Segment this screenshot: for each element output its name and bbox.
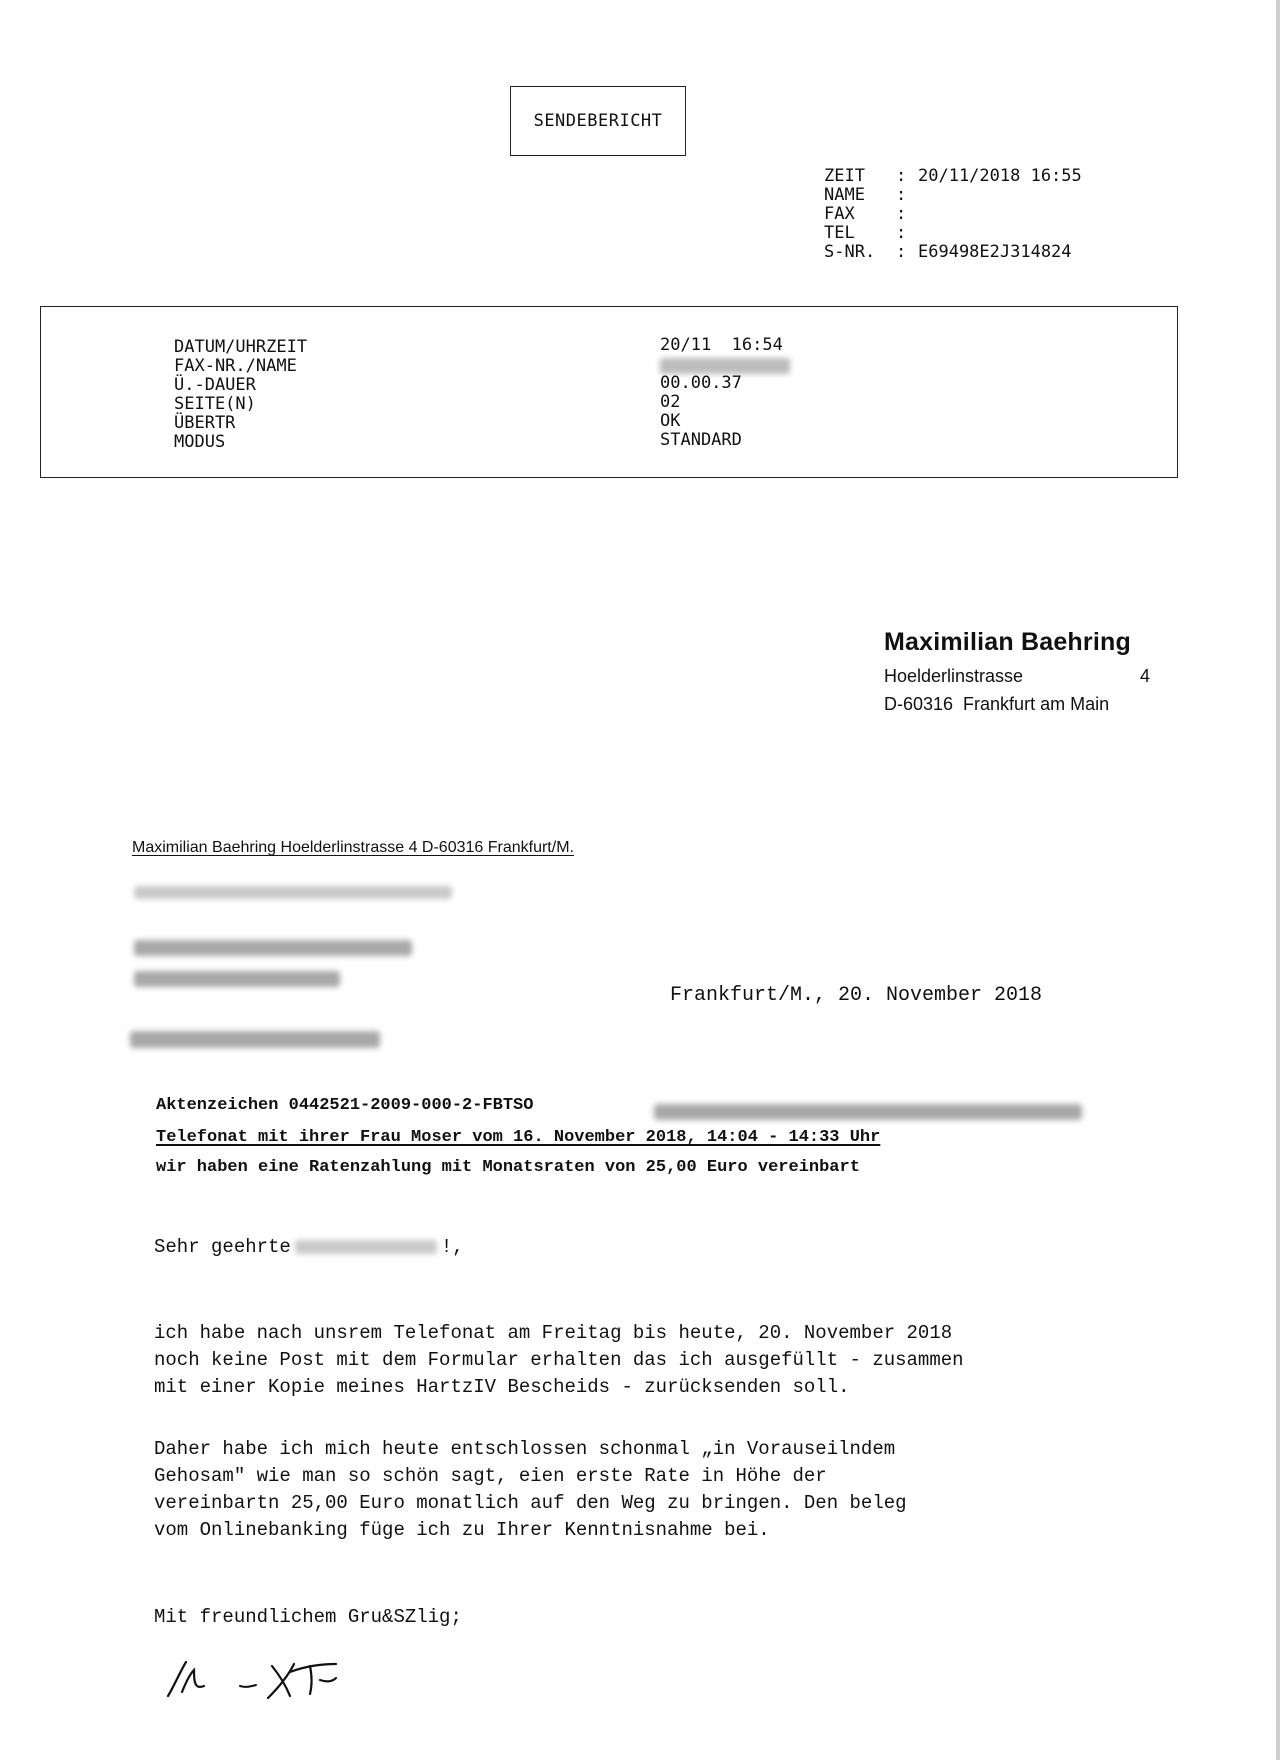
report-label: FAX-NR./NAME (174, 356, 297, 376)
paragraph-line: vom Onlinebanking füge ich zu Ihrer Kenntnisnahme bei. (154, 1519, 770, 1541)
paragraph-line: vereinbartn 25,00 Euro monatlich auf den Weg zu bringen. Den beleg (154, 1492, 907, 1514)
report-value-duration: 00.00.37 (660, 373, 742, 393)
paragraph-line: ich habe nach unsrem Telefonat am Freitag bis heute, 20. November 2018 (154, 1322, 953, 1344)
date-line: Frankfurt/M., 20. November 2018 (670, 984, 1043, 1007)
paragraph-2 (154, 1436, 907, 1544)
paragraph-1 (154, 1320, 964, 1401)
header-row-name (824, 186, 918, 205)
report-label: ÜBERTR (174, 413, 236, 433)
header-value: 20/11/2018 16:55 (918, 166, 1082, 186)
header-sep: : (896, 242, 907, 262)
report-value-result: OK (660, 411, 681, 431)
report-value-pages: 02 (660, 392, 681, 412)
handwritten-signature (160, 1652, 380, 1712)
header-value: E69498E2J314824 (918, 242, 1072, 262)
header-sep: : (896, 223, 907, 243)
paragraph-line: Gehosam" wie man so schön sagt, eien erste Rate in Höhe der (154, 1465, 827, 1487)
salutation-end: !, (440, 1236, 464, 1258)
paragraph-line: mit einer Kopie meines HartzIV Bescheids - zurücksenden soll. (154, 1376, 850, 1398)
report-label: DATUM/UHRZEIT (174, 337, 308, 357)
subject-line-3: wir haben eine Ratenzahlung mit Monatsraten von 25,00 Euro vereinbart (156, 1158, 860, 1177)
salutation (154, 1234, 464, 1261)
header-sep: : (896, 185, 907, 205)
redacted-subject-text (654, 1104, 1082, 1120)
redacted-recipient-city (130, 1031, 380, 1048)
return-address-line: Maximilian Baehring Hoelderlinstrasse 4 D-60316 Frankfurt/M. (132, 839, 574, 856)
header-sep: : (896, 166, 907, 186)
header-key: NAME (824, 185, 865, 205)
report-label: Ü.-DAUER (174, 375, 256, 395)
paragraph-line: noch keine Post mit dem Formular erhalten das ich ausgefüllt - zusammen (154, 1349, 964, 1371)
sender-street: Hoelderlinstrasse (884, 666, 1024, 686)
sender-city: D-60316 Frankfurt am Main (884, 694, 1110, 714)
header-key: TEL (824, 223, 855, 243)
redacted-fax-line (134, 886, 452, 899)
report-label: SEITE(N) (174, 394, 256, 414)
sender-name: Maximilian Baehring (884, 628, 1131, 656)
header-key: ZEIT (824, 166, 865, 186)
subject-line-2: Telefonat mit ihrer Frau Moser vom 16. November 2018, 14:04 - 14:33 Uhr (156, 1128, 881, 1147)
report-title: SENDEBERICHT (510, 86, 686, 156)
subject-reference: Aktenzeichen 0442521-2009-000-2-FBTSO (156, 1096, 534, 1115)
closing: Mit freundlichem Gru&SZlig; (154, 1606, 462, 1628)
redacted-salutation-name (295, 1240, 437, 1254)
redacted-recipient-company (134, 940, 412, 956)
subject-line-1 (156, 1096, 533, 1115)
header-sep: : (896, 204, 907, 224)
header-row-zeit (824, 167, 1082, 186)
report-value-mode: STANDARD (660, 430, 742, 450)
report-value-datetime: 20/11 16:54 (660, 335, 783, 355)
header-row-snr (824, 243, 1072, 262)
redacted-recipient-postbox (134, 971, 340, 987)
paragraph-line: Daher habe ich mich heute entschlossen schonmal „in Vorauseilndem (154, 1438, 896, 1460)
report-label: MODUS (174, 432, 226, 452)
salutation-text: Sehr geehrte (154, 1236, 291, 1258)
header-row-tel (824, 224, 918, 243)
redacted-fax-number (660, 358, 790, 374)
header-key: S-NR. (824, 242, 876, 262)
sender-house-number: 4 (1140, 666, 1151, 686)
header-key: FAX (824, 204, 855, 224)
header-row-fax (824, 205, 918, 224)
scan-edge (1276, 0, 1280, 1760)
